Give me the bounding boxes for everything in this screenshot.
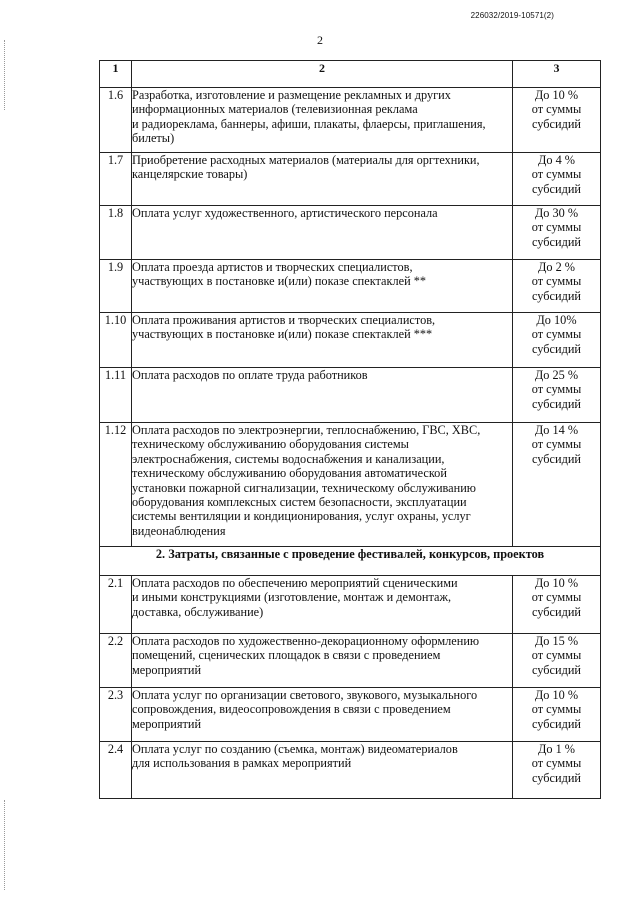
section-2-body [100, 547, 601, 576]
share-line: от суммы [531, 702, 582, 717]
description-line: и радиореклама, баннеры, афиши, плакаты, флаерсы, приглашения, [132, 116, 486, 131]
item-description [132, 206, 513, 260]
share-line: субсидий [532, 451, 581, 466]
share-line: субсидий [532, 716, 581, 731]
share-line: До 4 % [537, 153, 576, 167]
description-line: и иными конструкциями (изготовление, монтаж и демонтаж, [132, 590, 452, 605]
description-line: Оплата услуг художественного, артистического персонала [132, 206, 438, 220]
item-number: 1.7 [100, 153, 132, 206]
item-description [132, 688, 513, 742]
description-line: Оплата проезда артистов и творческих специалистов, [132, 260, 413, 274]
description-line: Оплата услуг по созданию (съемка, монтаж) видеоматериалов [132, 742, 458, 756]
item-description [132, 634, 513, 688]
description-line: участвующих в постановке и(или) показе спектаклей ** [132, 274, 427, 289]
description-line: для использования в рамках мероприятий [132, 756, 352, 771]
page-number: 2 [317, 33, 323, 47]
item-number: 2.1 [100, 576, 132, 634]
table-row [100, 206, 601, 260]
share-line: субсидий [532, 770, 581, 785]
header-col-3: 3 [513, 61, 601, 88]
share-line: субсидий [532, 396, 581, 411]
description-line: мероприятий [132, 662, 202, 677]
margin-scan-marks-bottom [4, 800, 7, 890]
description-line: мероприятий [132, 716, 202, 731]
share-line: от суммы [531, 167, 582, 182]
table-row [100, 368, 601, 423]
item-share-limit [513, 634, 601, 688]
description-line: техническому обслуживанию оборудования системы [132, 437, 409, 452]
description-line: техническому обслуживанию оборудования автоматической [132, 466, 447, 481]
table-row [100, 153, 601, 206]
item-share-limit [513, 423, 601, 547]
item-share-limit [513, 260, 601, 313]
share-line: До 10% [536, 313, 577, 327]
share-line: субсидий [532, 116, 581, 131]
description-line: информационных материалов (телевизионная реклама [132, 102, 418, 117]
item-share-limit [513, 313, 601, 368]
description-line: Оплата проживания артистов и творческих специалистов, [132, 313, 436, 327]
share-line: До 1 % [537, 742, 576, 756]
table-row [100, 313, 601, 368]
item-number: 2.2 [100, 634, 132, 688]
table-body-part2 [100, 576, 601, 799]
section-2-title: 2. Затраты, связанные с проведение фестивалей, конкурсов, проектов [100, 547, 601, 576]
table-row [100, 260, 601, 313]
description-line: Разработка, изготовление и размещение рекламных и других [132, 88, 451, 102]
share-line: от суммы [531, 102, 582, 117]
description-line: билеты) [132, 131, 175, 146]
share-line: от суммы [531, 220, 582, 235]
item-number: 2.4 [100, 742, 132, 799]
share-line: субсидий [532, 341, 581, 356]
item-number: 2.3 [100, 688, 132, 742]
item-number: 1.11 [100, 368, 132, 423]
item-description [132, 368, 513, 423]
share-line: от суммы [531, 756, 582, 771]
share-line: До 10 % [534, 88, 579, 102]
table-row [100, 688, 601, 742]
header-col-1: 1 [100, 61, 132, 88]
share-line: До 25 % [534, 368, 579, 382]
item-share-limit [513, 88, 601, 153]
item-share-limit [513, 368, 601, 423]
header-col-2: 2 [132, 61, 513, 88]
table-body-part1 [100, 88, 601, 547]
description-line: Оплата расходов по обеспечению мероприятий сценическими [132, 576, 458, 590]
item-share-limit [513, 742, 601, 799]
share-line: До 2 % [537, 260, 576, 274]
share-line: субсидий [532, 234, 581, 249]
description-line: системы вентиляции и кондиционирования, услуг охраны, услуг [132, 509, 471, 524]
item-description [132, 88, 513, 153]
share-line: от суммы [531, 437, 582, 452]
item-description [132, 153, 513, 206]
share-line: субсидий [532, 288, 581, 303]
description-line: электроснабжения, системы водоснабжения и канализации, [132, 451, 445, 466]
item-number: 1.8 [100, 206, 132, 260]
item-number: 1.12 [100, 423, 132, 547]
share-line: от суммы [531, 590, 582, 605]
description-line: Оплата расходов по электроэнергии, теплоснабжению, ГВС, ХВС, [132, 423, 481, 437]
item-description [132, 313, 513, 368]
item-number: 1.10 [100, 313, 132, 368]
description-line: оборудования комплексных систем безопасности, эксплуатации [132, 495, 467, 510]
share-line: от суммы [531, 648, 582, 663]
item-description [132, 260, 513, 313]
share-line: субсидий [532, 662, 581, 677]
share-line: от суммы [531, 327, 582, 342]
share-line: До 14 % [534, 423, 579, 437]
description-line: Приобретение расходных материалов (материалы для оргтехники, [132, 153, 480, 167]
item-share-limit [513, 206, 601, 260]
item-description [132, 742, 513, 799]
description-line: видеонаблюдения [132, 523, 226, 538]
table-row [100, 88, 601, 153]
item-share-limit [513, 576, 601, 634]
description-line: Оплата расходов по художественно-декорационному оформлению [132, 634, 480, 648]
description-line: установки пожарной сигнализации, техническому обслуживанию [132, 480, 476, 495]
item-description [132, 576, 513, 634]
share-line: субсидий [532, 181, 581, 196]
item-share-limit [513, 153, 601, 206]
share-line: субсидий [532, 604, 581, 619]
item-share-limit [513, 688, 601, 742]
expense-table [99, 60, 601, 799]
description-line: доставка, обслуживание) [132, 604, 264, 619]
share-line: До 15 % [534, 634, 579, 648]
share-line: До 10 % [534, 576, 579, 590]
description-line: сопровождения, видеосопровождения в связи с проведением [132, 702, 451, 717]
document-number: 226032/2019-10571(2) [470, 11, 554, 20]
description-line: помещений, сценических площадок в связи с проведением [132, 648, 441, 663]
table-header-row [100, 61, 601, 88]
share-line: от суммы [531, 274, 582, 289]
section-row [100, 547, 601, 576]
description-line: канцелярские товары) [132, 167, 248, 182]
description-line: Оплата услуг по организации светового, звукового, музыкального [132, 688, 478, 702]
description-line: участвующих в постановке и(или) показе спектаклей *** [132, 327, 433, 342]
margin-scan-marks-top [4, 40, 7, 110]
item-number: 1.9 [100, 260, 132, 313]
table-row [100, 576, 601, 634]
table-row [100, 423, 601, 547]
description-line: Оплата расходов по оплате труда работников [132, 368, 368, 382]
share-line: До 30 % [534, 206, 579, 220]
item-description [132, 423, 513, 547]
table-row [100, 634, 601, 688]
share-line: До 10 % [534, 688, 579, 702]
item-number: 1.6 [100, 88, 132, 153]
table-row [100, 742, 601, 799]
share-line: от суммы [531, 382, 582, 397]
